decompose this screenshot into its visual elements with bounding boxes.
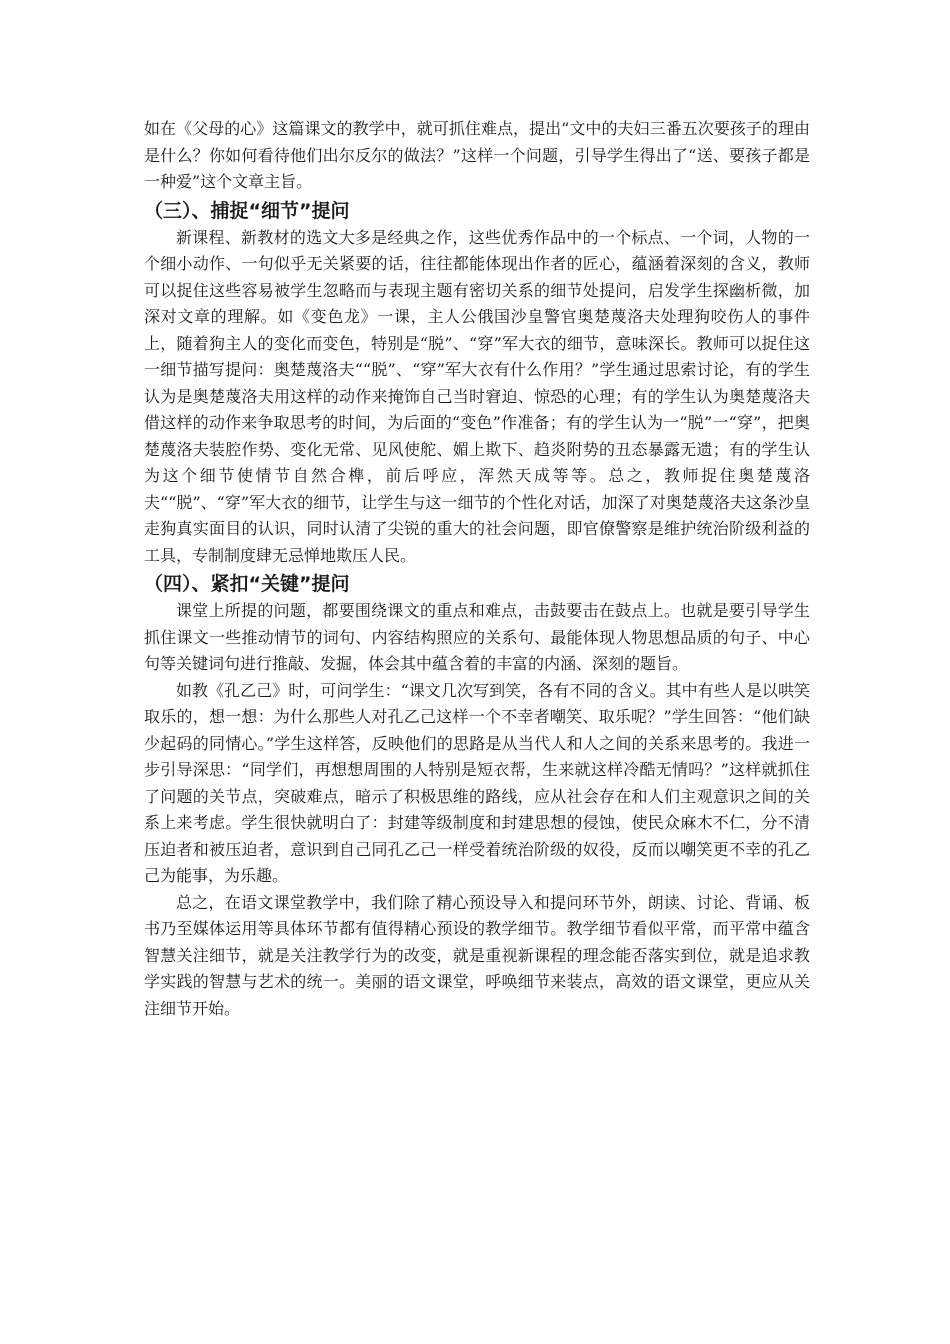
document-page [144, 116, 810, 1022]
section-heading-3: （三）、捕捉“细节”提问 [144, 199, 350, 222]
section-4-paragraph-2: 如教《孔乙己》时，可问学生：“课文几次写到笑，各有不同的含义。其中有些人是以哄笑取乐的，想一想：为什么那些人对孔乙己这样一个不幸者嘲笑、取乐呢？”学生回答：“他们缺少起码的同情心。”学生这样答，反映他们的思路是从当代人和人之间的关系来思考的。我进一步引导深思：“同学们，再想想周围的人特别是短衣帮，生来就这样冷酷无情吗？”这样就抓住了问题的关节点，突破难点，暗示了积极思维的路线，应从社会存在和人们主观意识之间的关系上来考虑。学生很快就明白了：封建等级制度和封建思想的侵蚀，使民众麻木不仁，分不清压迫者和被压迫者，意识到自己同孔乙己一样受着统治阶级的奴役，反而以嘲笑更不幸的孔乙己为能事，为乐趣。 [144, 680, 810, 885]
section-heading-4: （四）、紧扣“关键”提问 [144, 573, 350, 595]
section-3-paragraph: 新课程、新教材的选文大多是经典之作，这些优秀作品中的一个标点、一个词，人物的一个细小动作、一句似乎无关紧要的话，往往都能体现出作者的匠心，蕴涵着深刻的含义，教师可以捉住这些容易被学生忽略而与表现主题有密切关系的细节处提问，启发学生探幽析微，加深对文章的理解。如《变色龙》一课，主人公俄国沙皇警官奥楚蔑洛夫处理狗咬伤人的事件上，随着狗主人的变化而变色，特别是“脱”、“穿”军大衣的细节，意味深长。教师可以捉住这一细节描写提问：奥楚蔑洛夫““脱”、“穿”军大衣有什么作用？”学生通过思索讨论，有的学生认为是奥楚蔑洛夫用这样的动作来掩饰自己当时窘迫、惊恐的心理；有的学生认为奥楚蔑洛夫借这样的动作来争取思考的时间，为后面的“变色”作准备；有的学生认为一“脱”一“穿”，把奥楚蔑洛夫装腔作势、变化无常、见风使舵、媚上欺下、趋炎附势的丑态暴露无遗；有的学生认为这个细节使情节自然合榫，前后呼应，浑然天成等等。总之，教师捉住奥楚蔑洛夫““脱”、“穿”军大衣的细节，让学生与这一细节的个性化对话，加深了对奥楚蔑洛夫这条沙皇走狗真实面目的认识，同时认清了尖锐的重大的社会问题，即官僚警察是维护统治阶级利益的工具，专制制度肆无忌惮地欺压人民。 [144, 227, 810, 565]
section-4-paragraph-1: 课堂上所提的问题，都要围绕课文的重点和难点，击鼓要击在鼓点上。也就是要引导学生抓住课文一些推动情节的词句、内容结构照应的关系句、最能体现人物思想品质的句子、中心句等关键词句进行推敲、发掘，体会其中蕴含着的丰富的内涵、深刻的题旨。 [144, 601, 810, 673]
intro-paragraph: 如在《父母的心》这篇课文的教学中，就可抓住难点，提出“文中的夫妇三番五次要孩子的理由是什么？你如何看待他们出尔反尔的做法？”这样一个问题，引导学生得出了“送、要孩子都是一种爱”这个文章主旨。 [144, 119, 810, 191]
conclusion-paragraph: 总之，在语文课堂教学中，我们除了精心预设导入和提问环节外，朗读、讨论、背诵、板书乃至媒体运用等具体环节都有值得精心预设的教学细节。教学细节看似平常，而平常中蕴含智慧关注细节，就是关注教学行为的改变，就是重视新课程的理念能否落实到位，就是追求教学实践的智慧与艺术的统一。美丽的语文课堂，呼唤细节来装点，高效的语文课堂，更应从关注细节开始。 [144, 892, 810, 1018]
